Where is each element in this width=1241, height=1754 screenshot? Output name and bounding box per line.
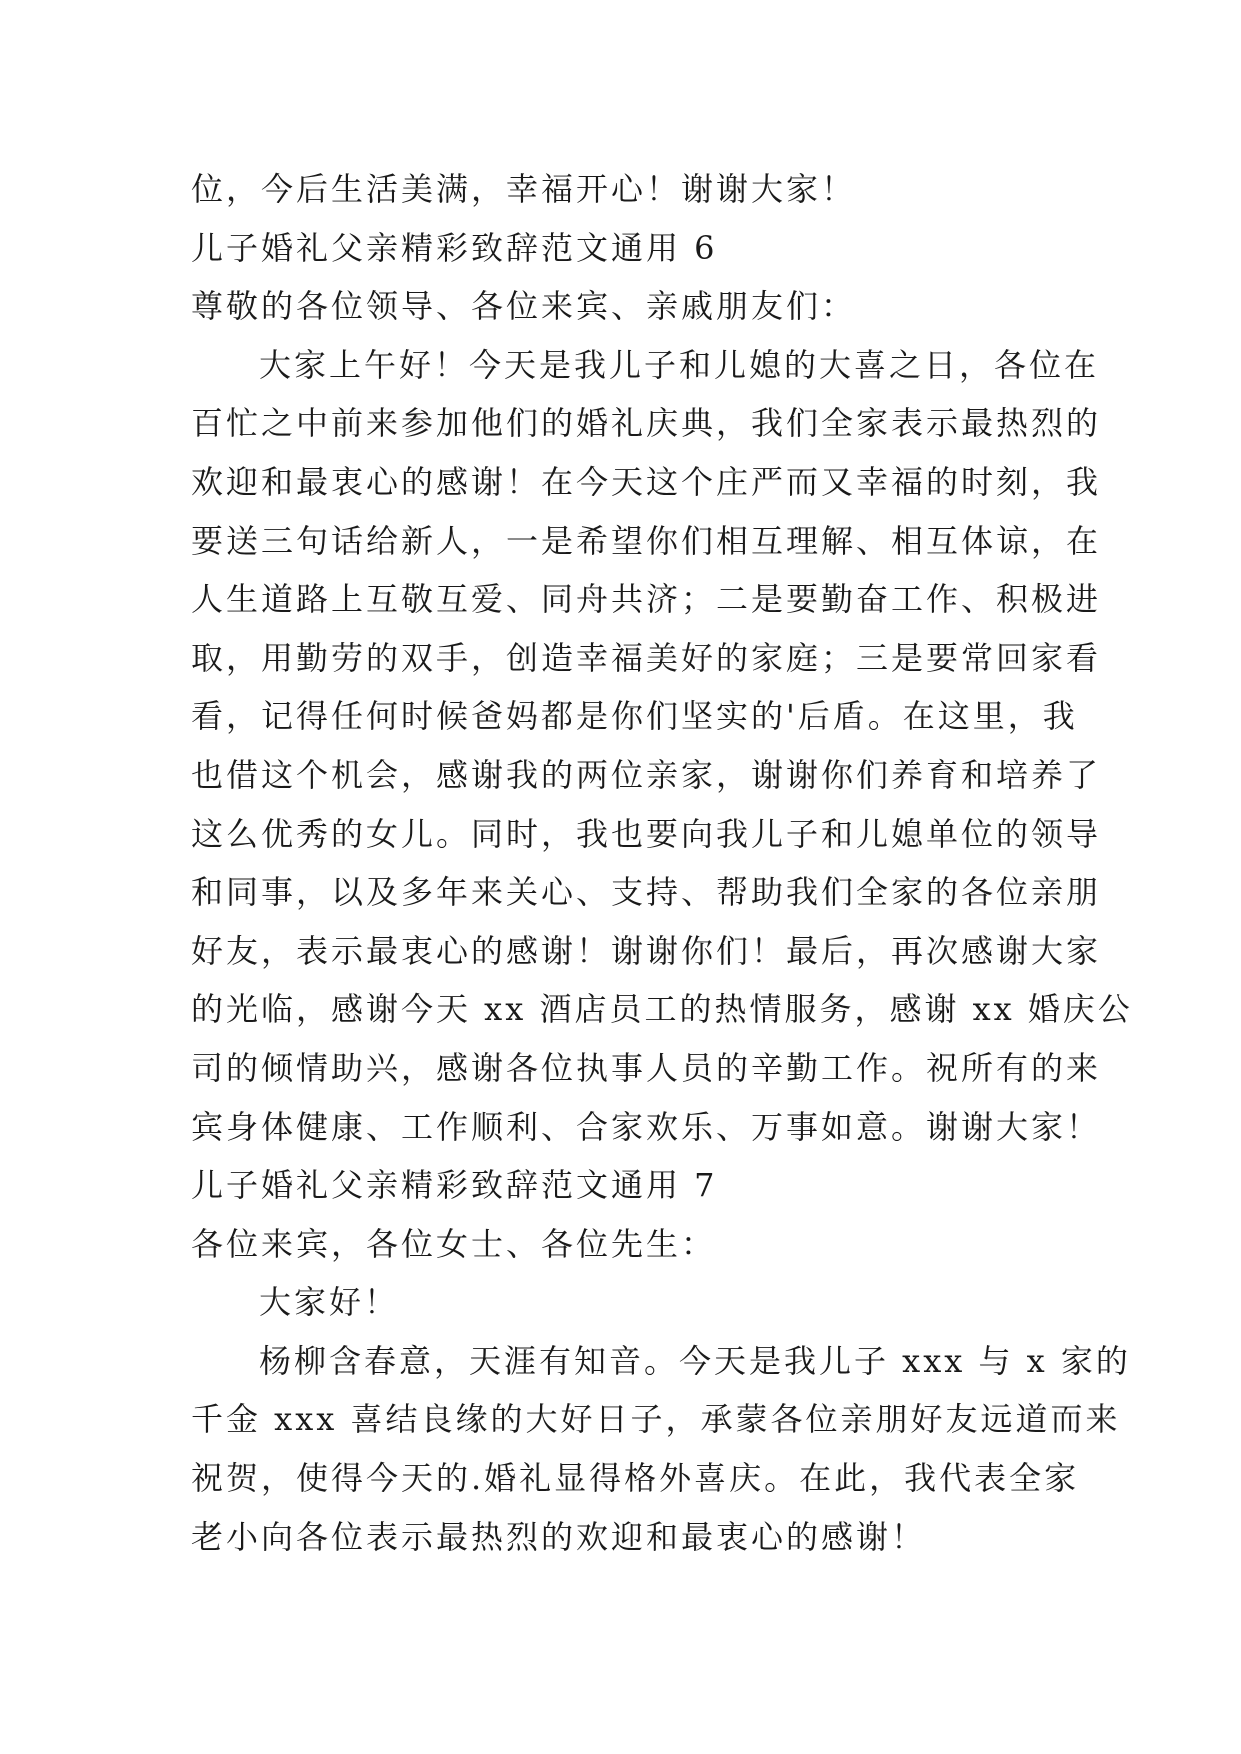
text-line: 大家上午好！今天是我儿子和儿媳的大喜之日，各位在 (259, 345, 1100, 384)
text-line: 位，今后生活美满，幸福开心！谢谢大家！ (191, 170, 857, 208)
text-line: 杨柳含春意，天涯有知音。今天是我儿子 xxx 与 x 家的 (259, 1341, 1131, 1380)
text-line: 这么优秀的女儿。同时，我也要向我儿子和儿媳单位的领导 (191, 814, 1102, 853)
text-line: 老小向各位表示最热烈的欢迎和最衷心的感谢！ (191, 1517, 927, 1556)
text-line: 司的倾情助兴，感谢各位执事人员的辛勤工作。祝所有的来 (191, 1048, 1102, 1087)
text-line: 好友，表示最衷心的感谢！谢谢你们！最后，再次感谢大家 (191, 931, 1102, 970)
text-line: 要送三句话给新人，一是希望你们相互理解、相互体谅，在 (191, 521, 1102, 560)
document-body (191, 160, 1133, 1566)
text-line: 祝贺，使得今天的.婚礼显得格外喜庆。在此，我代表全家 (191, 1459, 1080, 1498)
text-line: 儿子婚礼父亲精彩致辞范文通用 7 (191, 1166, 718, 1205)
text-line: 儿子婚礼父亲精彩致辞范文通用 6 (191, 228, 718, 267)
text-line: 和同事，以及多年来关心、支持、帮助我们全家的各位亲朋 (191, 873, 1102, 912)
text-line: 欢迎和最衷心的感谢！在今天这个庄严而又幸福的时刻，我 (191, 462, 1102, 501)
text-line: 人生道路上互敬互爱、同舟共济；二是要勤奋工作、积极进 (191, 580, 1102, 619)
text-line: 的光临，感谢今天 xx 酒店员工的热情服务，感谢 xx 婚庆公 (191, 990, 1133, 1029)
text-line: 千金 xxx 喜结良缘的大好日子，承蒙各位亲朋好友远道而来 (191, 1400, 1121, 1439)
text-line: 也借这个机会，感谢我的两位亲家，谢谢你们养育和培养了 (191, 755, 1102, 794)
text-line: 大家好！ (259, 1283, 400, 1322)
text-line: 看，记得任何时候爸妈都是你们坚实的'后盾。在这里，我 (191, 697, 1078, 736)
text-line: 宾身体健康、工作顺利、合家欢乐、万事如意。谢谢大家！ (191, 1107, 1102, 1146)
text-line: 尊敬的各位领导、各位来宾、亲戚朋友们： (191, 287, 857, 326)
text-line: 百忙之中前来参加他们的婚礼庆典，我们全家表示最热烈的 (191, 404, 1102, 443)
text-line: 取，用勤劳的双手，创造幸福美好的家庭；三是要常回家看 (191, 638, 1102, 677)
text-line: 各位来宾，各位女士、各位先生： (191, 1224, 717, 1263)
